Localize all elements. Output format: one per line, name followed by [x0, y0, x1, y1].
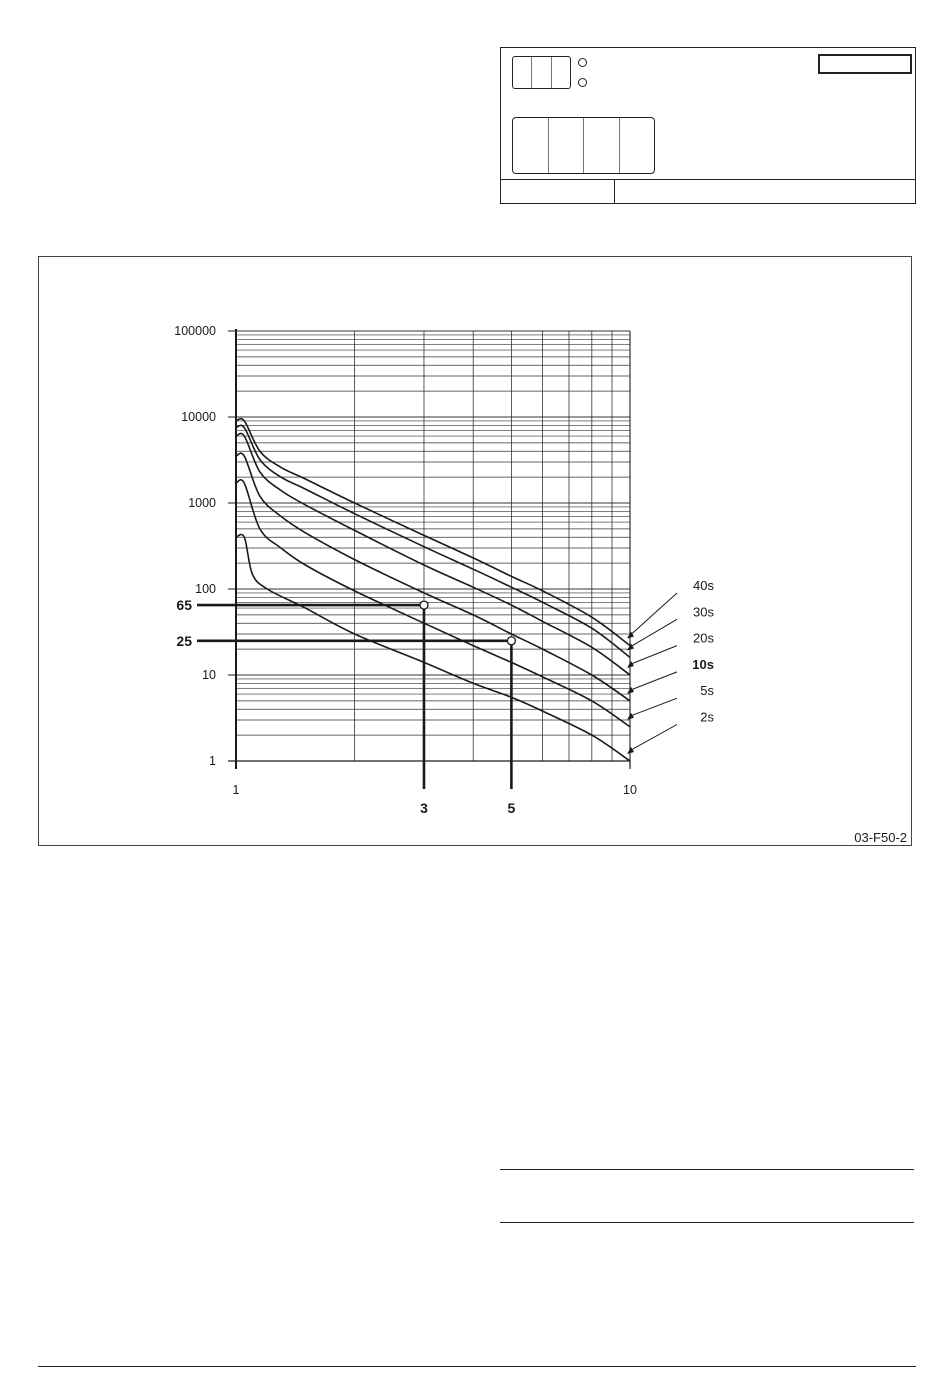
- leader-line-10s: [631, 672, 677, 690]
- figure-code: 03-F50-2: [854, 830, 907, 845]
- annotation-y-label: 25: [176, 632, 192, 649]
- curve-30s: [236, 331, 630, 657]
- footer-line: [38, 1366, 916, 1367]
- curve-10s: [236, 331, 630, 701]
- curve-label-20s: 20s: [693, 630, 714, 646]
- curve-label-2s: 2s: [700, 709, 714, 725]
- curve-label-40s: 40s: [693, 578, 714, 593]
- y-tick-label: 10000: [181, 410, 216, 424]
- chart-frame: [38, 256, 912, 846]
- y-tick-label: 100: [195, 582, 216, 596]
- chart-svg: [39, 257, 913, 847]
- curve-2s: [236, 331, 630, 761]
- title-block: [500, 47, 916, 204]
- y-tick-label: 10: [202, 668, 216, 682]
- curve-label-30s: 30s: [693, 604, 714, 620]
- title-block-large-box: [512, 117, 655, 174]
- annotation-marker: [420, 601, 428, 609]
- title-block-divider: [614, 179, 615, 203]
- leader-line-2s: [631, 725, 677, 751]
- title-block-circle-icon: [578, 78, 587, 87]
- chart-curves: [236, 331, 630, 761]
- divider-line: [500, 1169, 914, 1170]
- title-block-small-box: [512, 56, 571, 89]
- leader-line-40s: [631, 593, 677, 635]
- title-block-divider: [501, 179, 915, 180]
- annotation-y-label: 65: [176, 597, 192, 614]
- annotation-x-label: 3: [420, 800, 428, 816]
- annotation-marker: [507, 637, 515, 645]
- leader-arrow-10s: [627, 687, 634, 694]
- leader-line-5s: [631, 698, 677, 716]
- divider-line: [500, 1222, 914, 1223]
- curve-40s: [236, 331, 630, 646]
- leader-arrow-5s: [627, 713, 634, 720]
- leader-line-30s: [631, 619, 677, 646]
- curve-label-10s: 10s: [692, 656, 714, 672]
- leader-arrow-20s: [627, 661, 634, 668]
- title-block-circle-icon: [578, 58, 587, 67]
- curve-label-5s: 5s: [700, 683, 714, 699]
- annotation-x-label: 5: [507, 800, 516, 816]
- chart-labels: [174, 324, 714, 797]
- title-block-rect: [818, 54, 912, 74]
- x-tick-label: 1: [232, 783, 240, 797]
- x-tick-label: 10: [623, 783, 637, 797]
- y-tick-label: 1: [209, 754, 216, 768]
- y-tick-label: 1000: [188, 496, 216, 510]
- leader-arrow-2s: [627, 747, 634, 754]
- y-tick-label: 100000: [174, 324, 216, 338]
- leader-line-20s: [631, 646, 677, 664]
